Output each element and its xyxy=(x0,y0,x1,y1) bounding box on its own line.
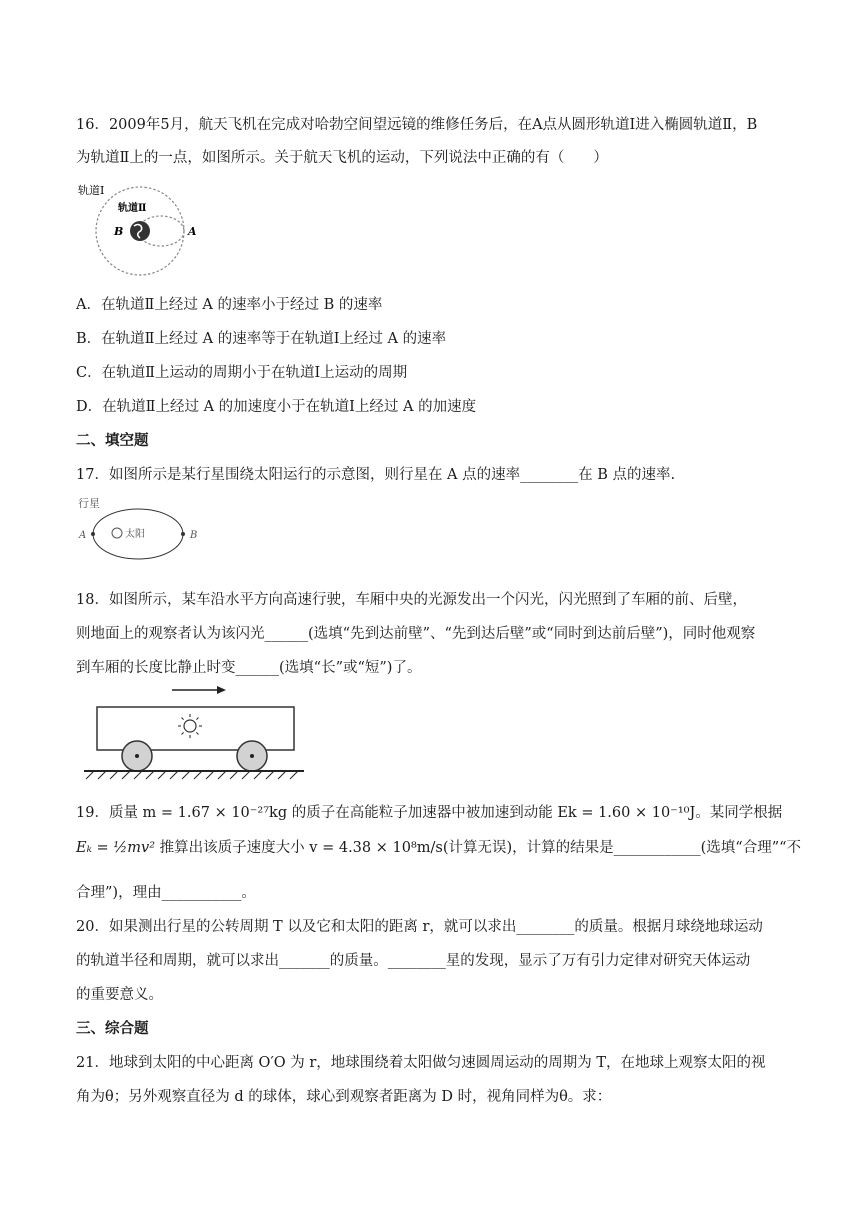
train-car-figure xyxy=(82,680,312,780)
q21-line1: 21．地球到太阳的中心距离 O′O 为 r，地球围绕着太阳做匀速圆周运动的周期为 T，在地球上观察太阳的视 xyxy=(76,1055,766,1071)
q18-line1: 18．如图所示，某车沿水平方向高速行驶，车厢中央的光源发出一个闪光，闪光照到了车厢的前、后壁， xyxy=(76,592,747,608)
q19-line2: 推算出该质子速度大小 v = 4.38 × 10⁸m/s(计算无误)，计算的结果是____________(选填“合理”“不 xyxy=(159,840,802,856)
point-a-dot xyxy=(91,532,95,536)
orbit-figure xyxy=(74,180,214,280)
kinetic-energy-formula: Eₖ = ½mv² xyxy=(76,840,156,856)
point-b-dot xyxy=(181,532,185,536)
q16-option-c: C．在轨道Ⅱ上运动的周期小于在轨道Ⅰ上运动的周期 xyxy=(76,365,408,381)
light-source-icon xyxy=(178,714,202,738)
point-b-label: B xyxy=(114,225,124,238)
q20-line2: 的轨道半径和周期，就可以求出_______的质量。________星的发现，显示了万有引力定律对研究天体运动 xyxy=(76,953,751,969)
orbit2-label: 轨道Ⅱ xyxy=(118,203,147,214)
q21-line2: 角为θ；另外观察直径为 d 的球体，球心到观察者距离为 D 时，视角同样为θ。求： xyxy=(76,1089,612,1105)
sun-label: 太阳 xyxy=(125,529,145,540)
q16-option-a: A．在轨道Ⅱ上经过 A 的速率小于经过 B 的速率 xyxy=(76,297,383,313)
q19-line2-wrapper xyxy=(76,836,801,857)
section-title-fill-in: 二、填空题 xyxy=(76,432,149,449)
point-a-label: A xyxy=(188,225,197,238)
arrow-head-icon xyxy=(217,686,226,694)
q18-line3: 到车厢的长度比静止时变______(选填“长”或“短”)了。 xyxy=(76,660,422,676)
q17-point-b-label: B xyxy=(190,530,198,541)
q19-line3: 合理”)，理由___________。 xyxy=(76,885,256,901)
q16-option-b: B．在轨道Ⅱ上经过 A 的速率等于在轨道Ⅰ上经过 A 的速率 xyxy=(76,331,447,347)
q20-line1: 20．如果测出行星的公转周期 T 以及它和太阳的距离 r，就可以求出________的质量。根据月球绕地球运动 xyxy=(76,919,763,935)
planet-orbit-figure xyxy=(76,493,206,563)
q16-line2: 为轨道Ⅱ上的一点，如图所示。关于航天飞机的运动，下列说法中正确的有（ ） xyxy=(76,150,608,166)
q17-point-a-label: A xyxy=(79,530,87,541)
sun-icon xyxy=(112,528,122,538)
q19-line1: 19．质量 m = 1.67 × 10⁻²⁷kg 的质子在高能粒子加速器中被加速到动能 Ek = 1.60 × 10⁻¹⁰J。某同学根据 xyxy=(76,805,783,821)
section-title-comprehensive: 三、综合题 xyxy=(76,1020,149,1037)
q20-line3: 的重要意义。 xyxy=(76,987,163,1003)
q17-line1: 17．如图所示是某行星围绕太阳运行的示意图，则行星在 A 点的速率________在 B 点的速率. xyxy=(76,467,676,483)
ground-hatching xyxy=(86,771,298,779)
q18-line2: 则地面上的观察者认为该闪光______(选填“先到达前壁”、“先到达后壁”或“同时到达前后壁”)，同时他观察 xyxy=(76,626,756,642)
planet-label: 行星 xyxy=(78,497,100,510)
q16-line1: 16．2009年5月，航天飞机在完成对哈勃空间望远镜的维修任务后，在A点从圆形轨道Ⅰ进入椭圆轨道Ⅱ，B xyxy=(76,117,758,133)
orbit1-label: 轨道Ⅰ xyxy=(78,184,105,197)
q16-option-d: D．在轨道Ⅱ上经过 A 的加速度小于在轨道Ⅰ上经过 A 的加速度 xyxy=(76,399,477,415)
